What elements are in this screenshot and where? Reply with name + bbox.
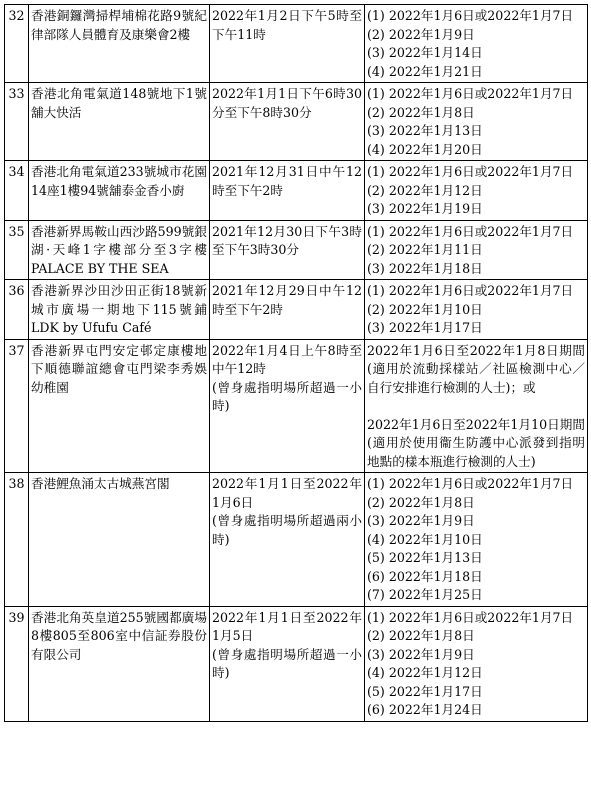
test-date: (2) 2022年1月12日 — [367, 182, 483, 198]
test-date: (1) 2022年1月6日或2022年1月7日 — [367, 86, 574, 101]
visit-period: 2021年12月31日中午12時至下午2時 — [210, 161, 365, 221]
premises-address: 香港北角電氣道148號地下1號舖大快活 — [29, 83, 210, 161]
visit-period: 2021年12月30日下午3時至下午3時30分 — [210, 220, 365, 280]
test-dates — [365, 83, 588, 161]
test-date: (4) 2022年1月21日 — [367, 63, 483, 79]
visit-period-text: 2022年1月4日上午8時至中午12時 — [212, 342, 362, 376]
table-row — [5, 220, 588, 280]
test-period-option-1: 2022年1月6日至2022年1月8日期間(適用於流動採樣站／社區檢測中心／自行安排進行檢測的人士)；或 — [367, 342, 585, 395]
table-row — [5, 280, 588, 340]
premises-address: 香港北角電氣道233號城市花園14座1樓94號舖泰金香小廚 — [29, 161, 210, 221]
test-date: (1) 2022年1月6日或2022年1月7日 — [367, 609, 574, 625]
test-date: (4) 2022年1月20日 — [367, 141, 483, 157]
table-row — [5, 339, 588, 473]
test-date: (1) 2022年1月6日或2022年1月7日 — [367, 8, 574, 23]
test-date: (1) 2022年1月6日或2022年1月7日 — [367, 164, 574, 179]
premises-address: 香港新界沙田沙田正街18號新城市廣場一期地下115號鋪LDK by Ufufu Café — [29, 280, 210, 340]
test-date: (3) 2022年1月9日 — [367, 513, 475, 528]
test-dates — [365, 5, 588, 83]
test-dates — [365, 220, 588, 280]
test-dates — [365, 339, 588, 473]
visit-duration-note: (曾身處指明場所超過一小時) — [212, 646, 362, 680]
premises-address: 香港新界屯門安定邨定康樓地下順德聯誼總會屯門梁李秀娛幼稚園 — [29, 339, 210, 473]
test-date: (5) 2022年1月17日 — [367, 683, 483, 699]
test-date: (2) 2022年1月8日 — [367, 494, 475, 510]
visit-period-text: 2022年1月1日至2022年1月6日 — [212, 476, 362, 510]
visit-period-text: 2022年1月1日至2022年1月5日 — [212, 609, 362, 643]
test-date: (4) 2022年1月10日 — [367, 531, 483, 547]
table-row — [5, 473, 588, 607]
test-date: (3) 2022年1月9日 — [367, 646, 475, 662]
test-date: (3) 2022年1月14日 — [367, 45, 483, 60]
visit-period — [210, 473, 365, 607]
row-number: 35 — [5, 220, 29, 280]
test-dates — [365, 606, 588, 721]
test-date: (3) 2022年1月18日 — [367, 260, 483, 276]
test-date: (6) 2022年1月18日 — [367, 568, 483, 584]
test-date: (2) 2022年1月10日 — [367, 301, 483, 317]
visit-duration-note: (曾身處指明場所超過一小時) — [212, 379, 362, 413]
premises-address: 香港新界馬鞍山西沙路599號銀湖·天峰1字樓部分至3字樓PALACE BY THE SEA — [29, 220, 210, 280]
test-dates — [365, 161, 588, 221]
test-date: (5) 2022年1月13日 — [367, 550, 483, 565]
row-number: 38 — [5, 473, 29, 607]
row-number: 37 — [5, 339, 29, 473]
specified-premises-table — [4, 4, 588, 722]
table-row — [5, 161, 588, 221]
test-period-option-2: 2022年1月6日至2022年1月10日期間(適用於使用衞生防護中心派發到指明地點的樣本瓶進行檢測的人士) — [367, 416, 585, 469]
test-date: (1) 2022年1月6日或2022年1月7日 — [367, 476, 574, 491]
test-date: (2) 2022年1月8日 — [367, 628, 475, 643]
test-date: (3) 2022年1月19日 — [367, 201, 483, 216]
visit-period — [210, 339, 365, 473]
test-date: (2) 2022年1月9日 — [367, 26, 475, 42]
row-number: 33 — [5, 83, 29, 161]
visit-period: 2022年1月2日下午5時至下午11時 — [210, 5, 365, 83]
paragraph-gap — [367, 397, 585, 416]
table-row — [5, 606, 588, 721]
premises-address: 香港鯉魚涌太古城燕宮閣 — [29, 473, 210, 607]
premises-address: 香港銅鑼灣掃桿埔棉花路9號紀律部隊人員體育及康樂會2樓 — [29, 5, 210, 83]
test-date: (2) 2022年1月8日 — [367, 104, 475, 120]
test-date: (2) 2022年1月11日 — [367, 242, 483, 257]
table-row — [5, 83, 588, 161]
test-date: (3) 2022年1月13日 — [367, 123, 483, 138]
test-date: (1) 2022年1月6日或2022年1月7日 — [367, 283, 574, 298]
test-date: (7) 2022年1月25日 — [367, 587, 483, 602]
table-row — [5, 5, 588, 83]
premises-address: 香港北角英皇道255號國都廣場8樓805至806室中信証券股份有限公司 — [29, 606, 210, 721]
test-date: (6) 2022年1月24日 — [367, 702, 483, 717]
row-number: 34 — [5, 161, 29, 221]
visit-period: 2021年12月29日中午12時至下午2時 — [210, 280, 365, 340]
visit-period: 2022年1月1日下午6時30分至下午8時30分 — [210, 83, 365, 161]
row-number: 36 — [5, 280, 29, 340]
test-dates — [365, 473, 588, 607]
visit-period — [210, 606, 365, 721]
row-number: 32 — [5, 5, 29, 83]
test-dates — [365, 280, 588, 340]
row-number: 39 — [5, 606, 29, 721]
test-date: (4) 2022年1月12日 — [367, 665, 483, 680]
test-date: (3) 2022年1月17日 — [367, 320, 483, 335]
test-date: (1) 2022年1月6日或2022年1月7日 — [367, 223, 574, 239]
visit-duration-note: (曾身處指明場所超過兩小時) — [212, 513, 362, 547]
